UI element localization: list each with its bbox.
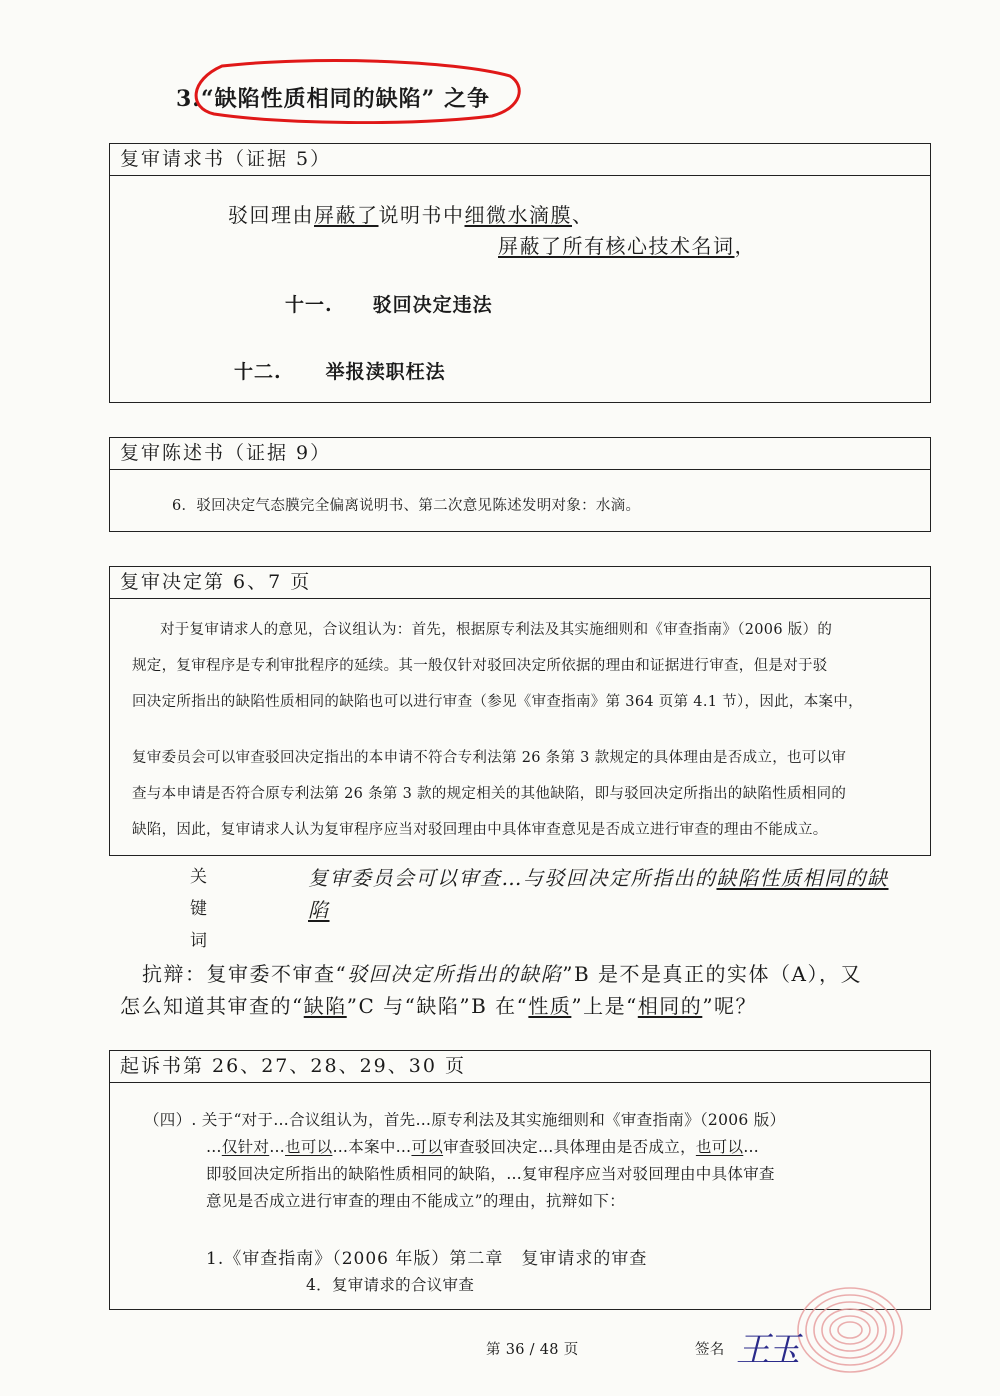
decision-line-2: 规定，复审程序是专利审批程序的延续。其一般仅针对驳回决定所依据的理由和证据进行审查，但是对于驳: [132, 658, 828, 674]
heading-prefix: 3.: [176, 86, 201, 112]
keyword-text-line2: 陷: [308, 898, 330, 922]
complaint-line-2: …仅针对…也可以…本案中…可以审查驳回决定…具体理由是否成立，也可以…: [206, 1138, 760, 1156]
decision-line-5: 查与本申请是否符合原专利法第 26 条第 3 款的规定相关的其他缺陷，即与驳回决定所指出的缺陷性质相同的: [132, 786, 847, 802]
box-complaint: [109, 1050, 931, 1310]
red-circle-annotation: [192, 58, 522, 124]
keyword-label-1: 关: [190, 867, 208, 887]
box-title: 复审请求书（证据 5）: [110, 144, 930, 176]
box2-line1: 6．驳回决定气态膜完全偏离说明书、第二次意见陈述发明对象：水滴。: [172, 498, 641, 514]
heading-title: “缺陷性质相同的缺陷”: [200, 86, 436, 112]
decision-line-4: 复审委员会可以审查驳回决定指出的本申请不符合专利法第 26 条第 3 款规定的具体理由是否成立，也可以审: [132, 750, 847, 766]
heading-suffix: 之争: [443, 86, 490, 112]
box-title: 复审决定第 6、7 页: [110, 567, 930, 599]
fingerprint-stamp: [790, 1280, 910, 1380]
decision-line-1: 对于复审请求人的意见，合议组认为：首先，根据原专利法及其实施细则和《审查指南》（2006 版）的: [160, 622, 833, 638]
keyword-label-3: 词: [190, 931, 208, 951]
keyword-text-line1: 复审委员会可以审查…与驳回决定所指出的缺陷性质相同的缺: [308, 866, 889, 890]
complaint-line-6: 4．复审请求的合议审查: [306, 1276, 475, 1294]
decision-line-6: 缺陷，因此，复审请求人认为复审程序应当对驳回理由中具体审查意见是否成立进行审查的理由不能成立。: [132, 822, 828, 838]
box1-item-11: 十一. 驳回决定违法: [285, 294, 493, 316]
box-title: 复审陈述书（证据 9）: [110, 438, 930, 470]
complaint-line-5: 1.《审查指南》（2006 年版）第二章 复审请求的审查: [206, 1249, 648, 1269]
decision-line-3: 回决定所指出的缺陷性质相同的缺陷也可以进行审查（参见《审查指南》第 364 页第 4.1 节），因此，本案中，: [132, 694, 863, 710]
box-review-request: [109, 143, 931, 403]
box-review-decision: [109, 566, 931, 856]
box1-line1: 驳回理由屏蔽了说明书中细微水滴膜、: [228, 203, 594, 227]
box1-line2: 屏蔽了所有核心技术名词，: [498, 234, 756, 258]
complaint-line-1: （四）. 关于“对于…合议组认为，首先…原专利法及其实施细则和《审查指南》（2006 版）: [144, 1111, 786, 1129]
box-title: 起诉书第 26、27、28、29、30 页: [110, 1051, 930, 1083]
sign-label: 签名: [695, 1342, 725, 1358]
complaint-line-3: 即驳回决定所指出的缺陷性质相同的缺陷，…复审程序应当对驳回理由中具体审查: [206, 1165, 775, 1183]
box1-item-12: 十二. 举报渎职枉法: [234, 361, 446, 383]
page-number: 第 36 / 48 页: [486, 1342, 579, 1358]
box-review-statement: [109, 437, 931, 532]
keyword-label-2: 键: [190, 899, 208, 919]
complaint-line-4: 意见是否成立进行审查的理由不能成立”的理由，抗辩如下：: [206, 1192, 626, 1210]
rebuttal-line1: 抗辩：复审委不审查“驳回决定所指出的缺陷”B 是不是真正的实体（A），又: [142, 962, 862, 986]
handwritten-signature: 王玉: [736, 1330, 796, 1370]
rebuttal-line2: 怎么知道其审查的“缺陷”C 与“缺陷”B 在“性质”上是“相同的”呢？: [120, 994, 758, 1018]
